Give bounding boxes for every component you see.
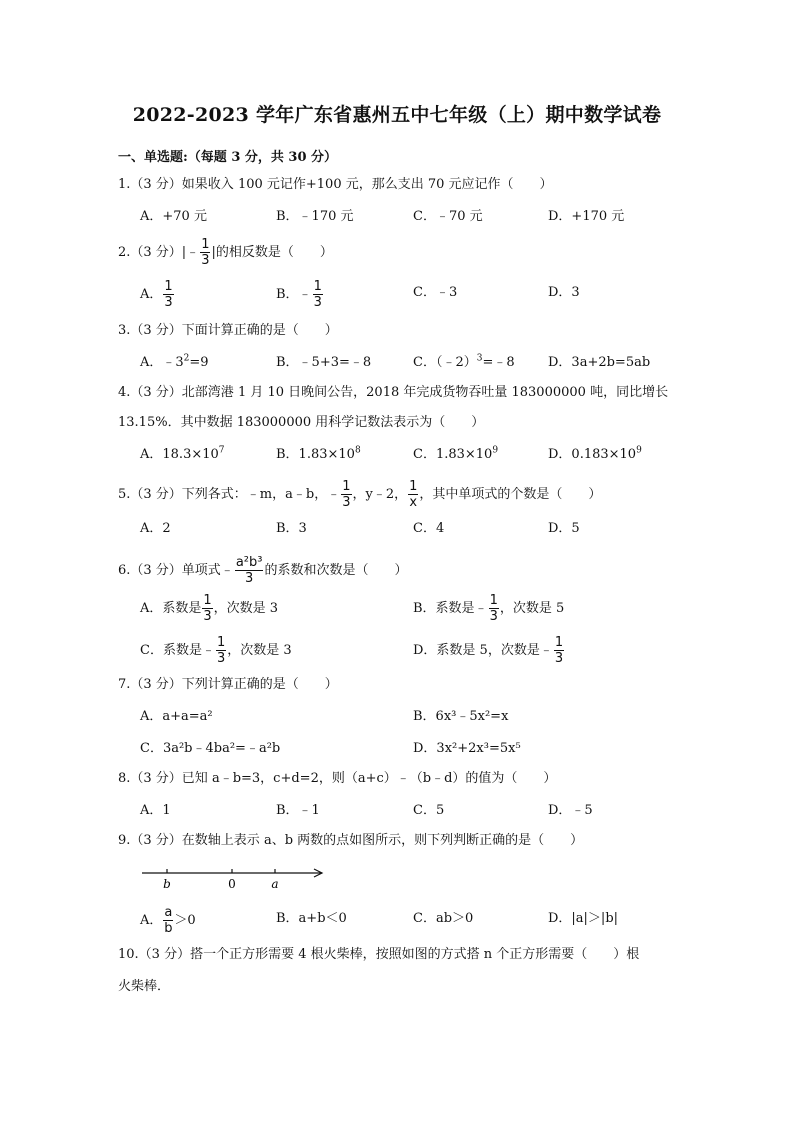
q3-option-d: D．3a+2b=5ab [548, 355, 651, 370]
q2-a-den: 3 [164, 295, 173, 310]
q5-f2-den: x [409, 495, 418, 510]
q9-option-d: D．|a|＞|b| [548, 911, 619, 926]
q6-b-num: 1 [489, 593, 498, 608]
q5-option-d: D．5 [548, 521, 580, 536]
q2-b-fraction [313, 280, 323, 309]
q5-f1-num: 1 [342, 479, 351, 494]
label-zero: 0 [228, 877, 236, 891]
question-4-line-1: 4.（3 分）北部湾港 1 月 10 日晚间公告，2018 年完成货物吞吐量 183000000 吨，同比增长 [118, 385, 669, 400]
q6-frac-den: 3 [245, 571, 254, 586]
q5-f1-den: 3 [342, 495, 351, 510]
q2-fraction [200, 238, 210, 267]
q9-option-c: C．ab＞0 [413, 911, 474, 926]
q6-d-pre: D．系数是 5，次数是﹣ [413, 643, 553, 658]
q3-c-post: =﹣8 [482, 355, 515, 370]
q5-option-c: C．4 [413, 521, 445, 536]
question-7: 7.（3 分）下列计算正确的是（ ） [118, 677, 338, 692]
q5-f2-num: 1 [409, 479, 418, 494]
q6-b-pre: B．系数是﹣ [413, 601, 488, 616]
q6-b-den: 3 [489, 609, 498, 624]
q2-b-label: B．﹣ [276, 287, 312, 302]
q8-option-a: A．1 [140, 803, 171, 818]
q4-d-pre: D．0.183×10 [548, 447, 637, 462]
q6-d-num: 1 [554, 635, 564, 650]
number-line-figure [140, 865, 330, 895]
q2-b-num: 1 [313, 279, 322, 294]
q8-option-b: B．﹣1 [276, 803, 320, 818]
q8-option-d: D．﹣5 [548, 803, 593, 818]
q4-a-sup: 7 [218, 445, 225, 456]
q6-stem-post: 的系数和次数是（ ） [264, 563, 408, 578]
q3-option-c [413, 354, 515, 372]
q9-option-a [140, 906, 196, 935]
q3-option-b: B．﹣5+3=﹣8 [276, 355, 372, 370]
question-10-line-1: 10.（3 分）搭一个正方形需要 4 根火柴棒，按照如图的方式搭 n 个正方形需要（ ）根 [118, 947, 640, 962]
q6-a-num: 1 [203, 593, 212, 608]
q3-a-pre: A．﹣3 [140, 355, 184, 370]
q2-a-label: A． [140, 287, 163, 302]
q7-option-a: A．a+a=a² [140, 709, 213, 724]
q6-d-fraction [554, 636, 564, 665]
q6-c-num: 1 [216, 635, 226, 650]
q6-a-fraction [202, 594, 212, 623]
q4-option-c [413, 446, 498, 464]
q3-c-sup: 3 [476, 353, 483, 364]
q4-c-pre: C．1.83×10 [413, 447, 493, 462]
q6-b-fraction [489, 594, 499, 623]
q2-option-b [276, 280, 324, 309]
question-2 [118, 238, 333, 267]
q1-option-d: D．+170 元 [548, 209, 625, 224]
q3-a-sup: 2 [183, 353, 190, 364]
q2-option-a [140, 280, 175, 309]
q2-stem-pre: 2.（3 分）|﹣ [118, 245, 200, 260]
q5-stem-mid: ，y﹣2， [352, 487, 408, 502]
q6-a-post: ，次数是 3 [213, 601, 279, 616]
q1-option-a: A．+70 元 [140, 209, 207, 224]
q6-c-den: 3 [216, 651, 226, 666]
question-10-line-2: 火柴棒． [118, 979, 171, 994]
q6-d-den: 3 [554, 651, 564, 666]
q4-option-a [140, 446, 225, 464]
q6-frac-num: a²b³ [235, 555, 263, 570]
q9-a-post: ＞0 [174, 913, 196, 928]
q7-option-c: C．3a²b﹣4ba²=﹣a²b [140, 741, 281, 756]
q9-a-den: b [164, 921, 173, 936]
q4-b-sup: 8 [354, 445, 361, 456]
q6-a-den: 3 [203, 609, 212, 624]
question-5 [118, 480, 601, 509]
question-3: 3.（3 分）下面计算正确的是（ ） [118, 323, 338, 338]
question-9: 9.（3 分）在数轴上表示 a、b 两数的点如图所示，则下列判断正确的是（ ） [118, 833, 584, 848]
q6-option-c [140, 636, 292, 665]
q6-option-a [140, 594, 278, 623]
q4-d-sup: 9 [636, 445, 642, 456]
q4-b-pre: B．1.83×10 [276, 447, 355, 462]
q6-c-pre: C．系数是﹣ [140, 643, 215, 658]
q2-stem-post: |的相反数是（ ） [211, 245, 333, 260]
q7-option-d: D．3x²+2x³=5x⁵ [413, 741, 521, 756]
q9-a-fraction [163, 906, 173, 935]
question-6 [118, 556, 407, 585]
q2-option-c: C．﹣3 [413, 285, 458, 300]
q6-b-post: ，次数是 5 [499, 601, 565, 616]
q1-option-b: B．﹣170 元 [276, 209, 354, 224]
q2-a-fraction [163, 280, 173, 309]
q5-option-b: B．3 [276, 521, 307, 536]
q3-c-pre: C．（﹣2） [413, 355, 477, 370]
q9-a-num: a [164, 905, 173, 920]
page-title: 2022-2023 学年广东省惠州五中七年级（上）期中数学试卷 [132, 104, 662, 126]
q6-a-pre: A．系数是 [140, 601, 202, 616]
q3-a-post: =9 [189, 355, 209, 370]
label-a: a [271, 877, 279, 891]
section-heading: 一、单选题:（每题 3 分，共 30 分） [118, 150, 338, 165]
q2-b-den: 3 [313, 295, 322, 310]
q6-c-fraction [216, 636, 226, 665]
q4-option-d [548, 446, 642, 464]
q6-fraction [235, 556, 264, 585]
q2-frac-den: 3 [201, 253, 210, 268]
q9-option-b: B．a+b＜0 [276, 911, 347, 926]
q5-fraction-2 [408, 480, 418, 509]
q6-stem-pre: 6.（3 分）单项式﹣ [118, 563, 234, 578]
q5-minus: ﹣ [327, 487, 341, 502]
q8-option-c: C．5 [413, 803, 445, 818]
question-4-line-2: 13.15%．其中数据 183000000 用科学记数法表示为（ ） [118, 415, 485, 430]
question-1: 1.（3 分）如果收入 100 元记作+100 元，那么支出 70 元应记作（ ） [118, 177, 553, 192]
q5-stem-post: ，其中单项式的个数是（ ） [419, 487, 602, 502]
q9-a-label: A． [140, 913, 163, 928]
q2-a-num: 1 [164, 279, 173, 294]
q2-frac-num: 1 [201, 237, 210, 252]
label-b: b [163, 877, 171, 891]
q4-c-sup: 9 [492, 445, 499, 456]
q1-option-c: C．﹣70 元 [413, 209, 483, 224]
q6-option-b [413, 594, 564, 623]
q5-stem-pre: 5.（3 分）下列各式：﹣m，a﹣b， [118, 487, 328, 502]
q7-option-b: B．6x³﹣5x²=x [413, 709, 509, 724]
q6-c-post: ，次数是 3 [227, 643, 292, 658]
q4-a-pre: A．18.3×10 [140, 447, 219, 462]
q5-fraction-1 [341, 480, 351, 509]
q4-option-b [276, 446, 361, 464]
q6-option-d [413, 636, 565, 665]
q5-option-a: A．2 [140, 521, 171, 536]
q3-option-a [140, 354, 209, 372]
q2-option-d: D．3 [548, 285, 580, 300]
question-8: 8.（3 分）已知 a﹣b=3，c+d=2，则（a+c）﹣（b﹣d）的值为（ ） [118, 771, 557, 786]
